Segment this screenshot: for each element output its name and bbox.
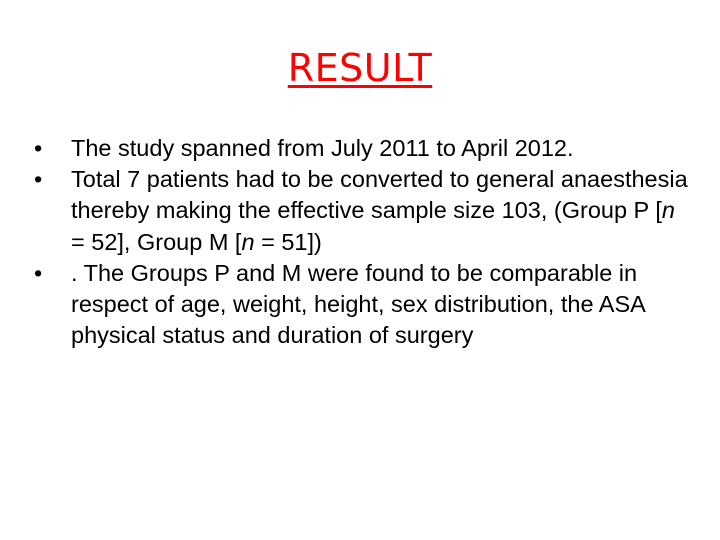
bullet-text-part: = 52], Group M [ [71, 228, 242, 255]
bullet-icon: • [34, 135, 43, 161]
bullet-text-part: Total 7 patients had to be converted to general anaesthesia thereby making the effective sample size 103, (Group P [ [71, 166, 688, 224]
bullet-icon: • [34, 259, 43, 286]
italic-n: n [241, 228, 255, 255]
bullet-text-part: = 51]) [254, 228, 322, 255]
bullet-list [34, 133, 694, 351]
bullet-text [71, 166, 688, 254]
bullet-text: . The Groups P and M were found to be comparable in respect of age, weight, height, sex distribution, the ASA physical status and duration of surgery [71, 259, 645, 349]
bullet-item-study-period [34, 133, 694, 164]
bullet-item-groups-comparable [34, 258, 694, 352]
slide-title: RESULT [287, 46, 433, 90]
italic-n: n [661, 197, 675, 224]
bullet-icon: • [34, 166, 43, 193]
bullet-text: The study spanned from July 2011 to April 2012. [71, 135, 574, 161]
bullet-item-sample-size [34, 164, 694, 258]
